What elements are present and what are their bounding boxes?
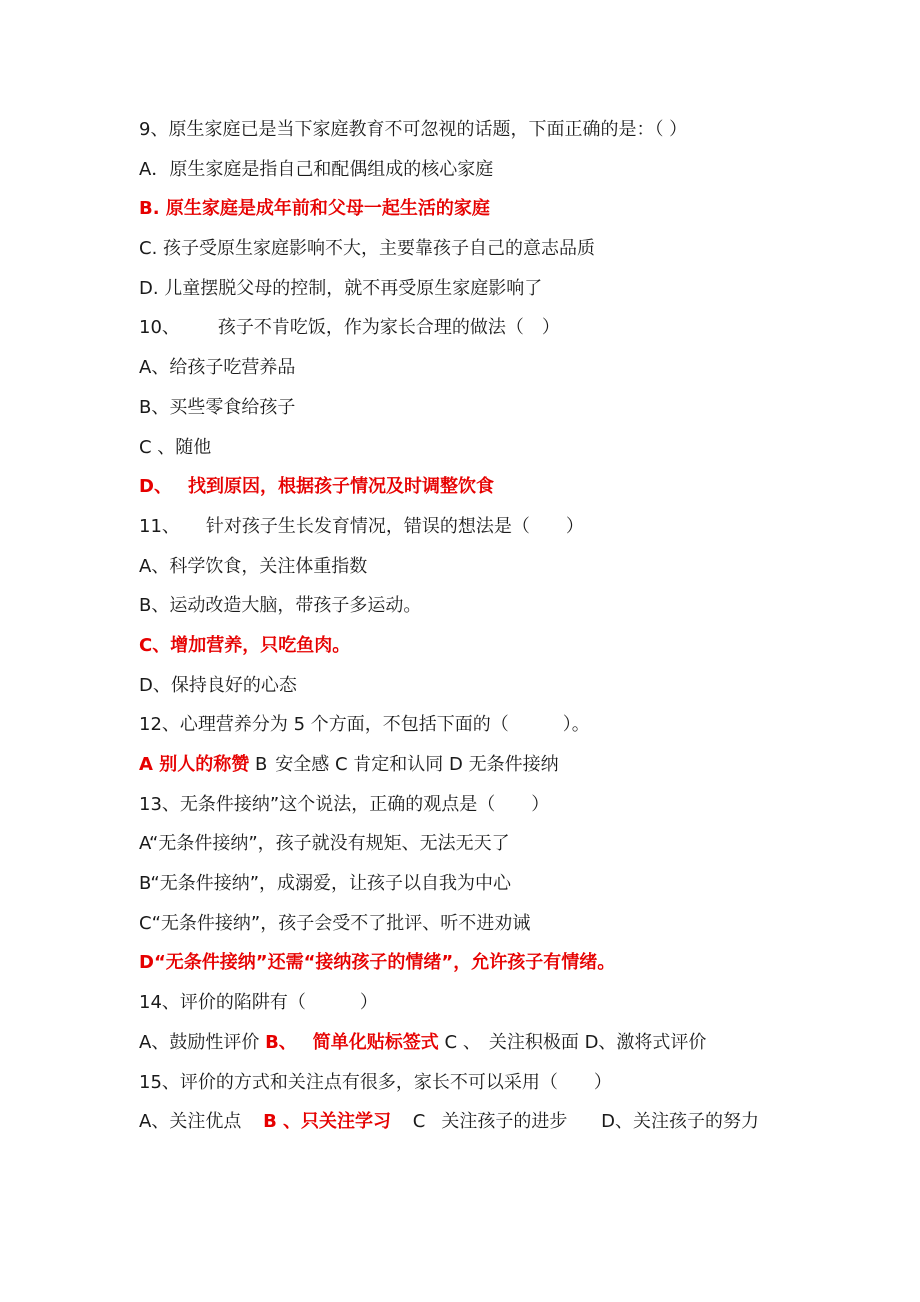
option-13c: C“无条件接纳”，孩子会受不了批评、听不进劝诫 [139, 912, 531, 934]
question-11-stem [139, 509, 859, 549]
option-13b: B“无条件接纳”，成溺爱，让孩子以自我为中心 [139, 873, 512, 895]
question-11-text: 针对孩子生长发育情况，错误的想法是（ ） [205, 515, 584, 537]
option-12b-label: B [254, 754, 268, 775]
question-14-options [139, 1025, 859, 1065]
option-10d-label: D、 [139, 476, 172, 498]
question-11-number: 11、 [139, 515, 180, 537]
option-15c-text: 关注孩子的进步 [441, 1111, 568, 1133]
question-15-options [139, 1104, 859, 1144]
option-10d-text: 找到原因，根据孩子情况及时调整饮食 [187, 476, 494, 498]
option-15c-label: C [412, 1111, 426, 1133]
option-12a-answer: A 别人的称赞 [139, 754, 250, 775]
option-10c: C 、随他 [139, 436, 212, 458]
option-12-rest: 安全感 C 肯定和认同 D 无条件接纳 [275, 754, 559, 775]
option-14c-text: 关注积极面 [488, 1031, 579, 1053]
question-10-stem [139, 310, 859, 350]
option-11b: B、运动改造大脑，带孩子多运动。 [139, 595, 422, 617]
option-10d-answer [139, 469, 859, 509]
option-10b: B、买些零食给孩子 [139, 396, 296, 418]
option-9b-answer: B. 原生家庭是成年前和父母一起生活的家庭 [139, 198, 490, 220]
option-15b-answer: B 、只关注学习 [263, 1111, 392, 1133]
option-15a: A、关注优点 [139, 1111, 242, 1133]
option-15d: D、关注孩子的努力 [601, 1111, 759, 1133]
question-9-stem: 9、原生家庭已是当下家庭教育不可忽视的话题，下面正确的是：（ ） [139, 119, 688, 140]
question-15-stem: 15、评价的方式和关注点有很多，家长不可以采用（ ） [139, 1071, 612, 1093]
question-12-options [139, 747, 859, 787]
option-9c: C. 孩子受原生家庭影响不大，主要靠孩子自己的意志品质 [139, 238, 596, 260]
option-14b-label: B、 [265, 1031, 297, 1053]
question-10-number: 10、 [139, 317, 180, 339]
option-14c-label: C 、 [444, 1031, 481, 1053]
option-14a: A、鼓励性评价 [139, 1031, 260, 1053]
option-13a: A“无条件接纳”，孩子就没有规矩、无法无天了 [139, 833, 510, 855]
question-10-text: 孩子不肯吃饭，作为家长合理的做法（ ） [217, 317, 560, 339]
option-14b-answer: 简单化贴标签式 [312, 1031, 439, 1053]
question-12-stem: 12、心理营养分为 5 个方面，不包括下面的（ ）。 [139, 714, 590, 736]
question-list [139, 112, 859, 1144]
option-11c-answer: C、增加营养，只吃鱼肉。 [139, 634, 351, 656]
question-14-stem: 14、评价的陷阱有（ ） [139, 992, 378, 1014]
option-9a: A．原生家庭是指自己和配偶组成的核心家庭 [139, 158, 494, 180]
question-13-stem: 13、无条件接纳”这个说法，正确的观点是（ ） [139, 793, 550, 815]
option-9d: D. 儿童摆脱父母的控制，就不再受原生家庭影响了 [139, 277, 543, 299]
option-11a: A、科学饮食，关注体重指数 [139, 555, 368, 577]
option-11d: D、保持良好的心态 [139, 674, 297, 696]
option-14d: D、激将式评价 [584, 1031, 707, 1053]
option-13d-answer: D“无条件接纳”还需“接纳孩子的情绪”，允许孩子有情绪。 [139, 952, 616, 974]
option-10a: A、给孩子吃营养品 [139, 357, 296, 379]
